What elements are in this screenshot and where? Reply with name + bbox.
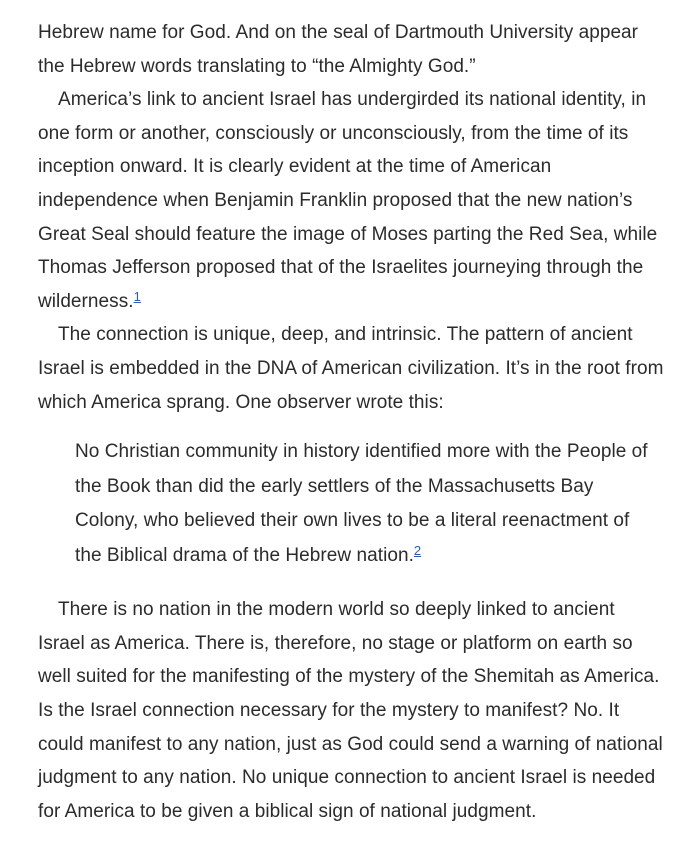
quote-text: No Christian community in history identified more with the People of the Book than did the early settlers of the Massachusetts Bay Colony, who believed their own lives to be a literal reenactment of the Biblical drama of the Hebrew nation. <box>75 441 648 566</box>
paragraph-israel-link <box>0 83 695 318</box>
footnote-link-1[interactable]: 1 <box>133 288 141 304</box>
paragraph-no-nation <box>0 593 695 828</box>
paragraph-continuation <box>0 0 695 83</box>
paragraph-text: Hebrew name for God. And on the seal of Dartmouth University appear the Hebrew words translating to “the Almighty God.” <box>38 22 639 77</box>
block-quote <box>0 435 695 573</box>
paragraph-connection <box>0 318 695 419</box>
paragraph-text: There is no nation in the modern world so deeply linked to ancient Israel as America. There is, therefore, no stage or platform on earth so well suited for the manifesting of the mystery of the Shemitah as America. Is the Israel connection necessary for the mystery to manifest? No. It could manifest to any nation, just as God could send a warning of national judgment to any nation. No unique connection to ancient Israel is needed for America to be given a biblical sign of national judgment. <box>38 599 663 822</box>
paragraph-text: The connection is unique, deep, and intrinsic. The pattern of ancient Israel is embedded in the DNA of American civilization. It’s in the root from which America sprang. One observer wrote this: <box>38 324 664 413</box>
footnote-link-2[interactable]: 2 <box>413 542 422 558</box>
paragraph-text: America’s link to ancient Israel has undergirded its national identity, in one form or another, consciously or unconsciously, from the time of its inception onward. It is clearly evident at the time of American independence when Benjamin Franklin proposed that the new nation’s Great Seal should feature the image of Moses parting the Red Sea, while Thomas Jefferson proposed that of the Israelites journeying through the wilderness. <box>38 89 658 312</box>
